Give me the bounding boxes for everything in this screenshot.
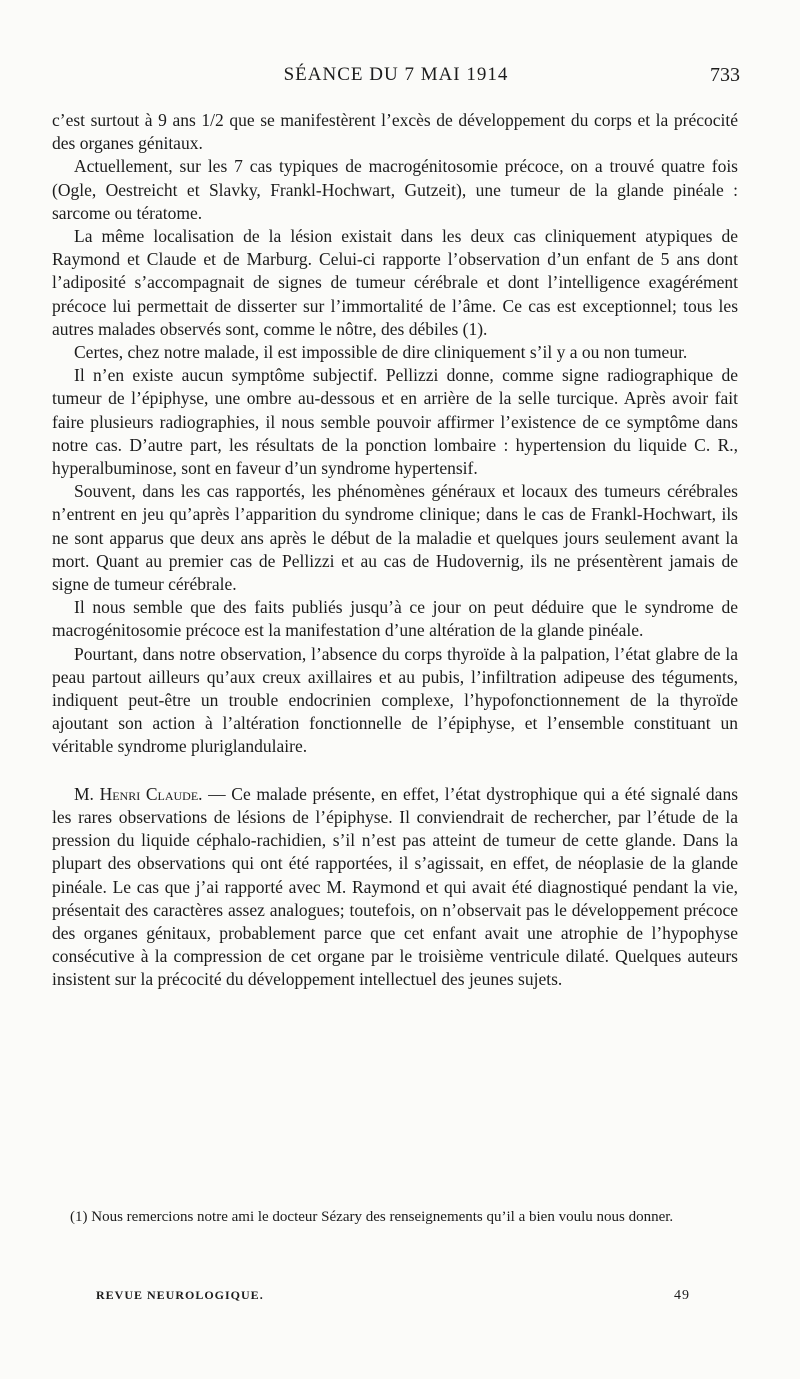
- paragraph-3: La même localisation de la lésion existait dans les deux cas cliniquement atypiques de Raymond et Claude et de Marburg. Celui-ci rapporte l’observation d’un enfant de 5 ans dont l’adiposité s’accompagnait de signes de tumeur cérébrale et dont l’intelligence exagérément précoce lui permettait de disserter sur l’immortalité de l’âme. Ce cas est exceptionnel; tous les autres malades observés sont, comme le nôtre, des débiles (1).: [52, 226, 738, 339]
- paragraph-5: Il n’en existe aucun symptôme subjectif. Pellizzi donne, comme signe radiographique de tumeur de l’épiphyse, une ombre au-dessous et en arrière de la selle turcique. Après avoir fait faire plusieurs radiographies, il nous semble pouvoir affirmer l’existence de ce symptôme dans notre cas. D’autre part, les résultats de la ponction lombaire : hypertension du liquide C. R., hyperalbuminose, sont en faveur d’un syndrome hypertensif.: [52, 365, 738, 479]
- discussion-paragraph: [52, 783, 738, 992]
- page-footer: [96, 1288, 690, 1308]
- footnote: [52, 1208, 738, 1226]
- paragraph-7: Il nous semble que des faits publiés jusqu’à ce jour on peut déduire que le syndrome de macrogénitosomie précoce est la manifestation d’une altération de la glande pinéale.: [52, 597, 738, 641]
- journal-name: REVUE NEUROLOGIQUE.: [96, 1288, 264, 1302]
- signature-mark: 49: [674, 1288, 690, 1303]
- paragraph-2: Actuellement, sur les 7 cas typiques de macrogénitosomie précoce, on a trouvé quatre fois (Ogle, Oestreicht et Slavky, Frankl-Hochwart, Gutzeit), une tumeur de la glande pinéale : sarcome ou tératome.: [52, 156, 738, 223]
- paragraph-8: Pourtant, dans notre observation, l’absence du corps thyroïde à la palpation, l’état glabre de la peau partout ailleurs qu’aux creux axillaires et au pubis, l’infiltration adipeuse des téguments, indiquent peut-être un trouble endocrinien complexe, l’hypofonctionnement de la thyroïde ajoutant son action à l’altération fonctionnelle de l’épiphyse, et l’ensemble constituant un véritable syndrome pluriglandulaire.: [52, 643, 738, 757]
- discussion-text: — Ce malade présente, en effet, l’état dystrophique qui a été signalé dans les rares observations de lésions de l’épiphyse. Il conviendrait de rechercher, par l’étude de la pression du liquide céphalo-rachidien, s’il n’est pas atteint de tumeur de cette glande. Dans la plupart des observations qui ont été rapportées, il s’agissait, en effet, de néoplasie de la glande pinéale. Le cas que j’ai rapporté avec M. Raymond et qui avait été diagnostiqué pendant la vie, présentait des caractères assez analogues; toutefois, on n’observait pas le développement précoce des organes génitaux, probablement parce que cet enfant avait une atrophie de l’hypophyse consécutive à la compression de cet organe par le troisième ventricule dilaté. Quelques auteurs insistent sur la précocité du développement intellectuel des jeunes sujets.: [52, 783, 738, 990]
- paragraph-1: c’est surtout à 9 ans 1/2 que se manifestèrent l’excès de développement du corps et la précocité des organes génitaux.: [52, 110, 738, 154]
- paragraph-6: Souvent, dans les cas rapportés, les phénomènes généraux et locaux des tumeurs cérébrales n’entrent en jeu qu’après l’apparition du syndrome clinique; dans le cas de Frankl-Hochwart, ils ne sont apparus que deux ans après le début de la maladie et quelques jours seulement avant la mort. Quant au premier cas de Pellizzi et au cas de Hudovernig, ils ne présentèrent jamais de signe de tumeur cérébrale.: [52, 481, 738, 595]
- footnote-text: (1) Nous remercions notre ami le docteur Sézary des renseignements qu’il a bien voulu nous donner.: [70, 1209, 674, 1225]
- page-number: 733: [710, 64, 740, 86]
- discussion-speaker: M. Henri Claude.: [74, 783, 203, 804]
- paragraph-4: Certes, chez notre malade, il est impossible de dire cliniquement s’il y a ou non tumeur.: [74, 342, 688, 363]
- header-title: SÉANCE DU 7 MAI 1914: [283, 64, 509, 85]
- running-header: [52, 64, 740, 92]
- main-text: [52, 109, 738, 992]
